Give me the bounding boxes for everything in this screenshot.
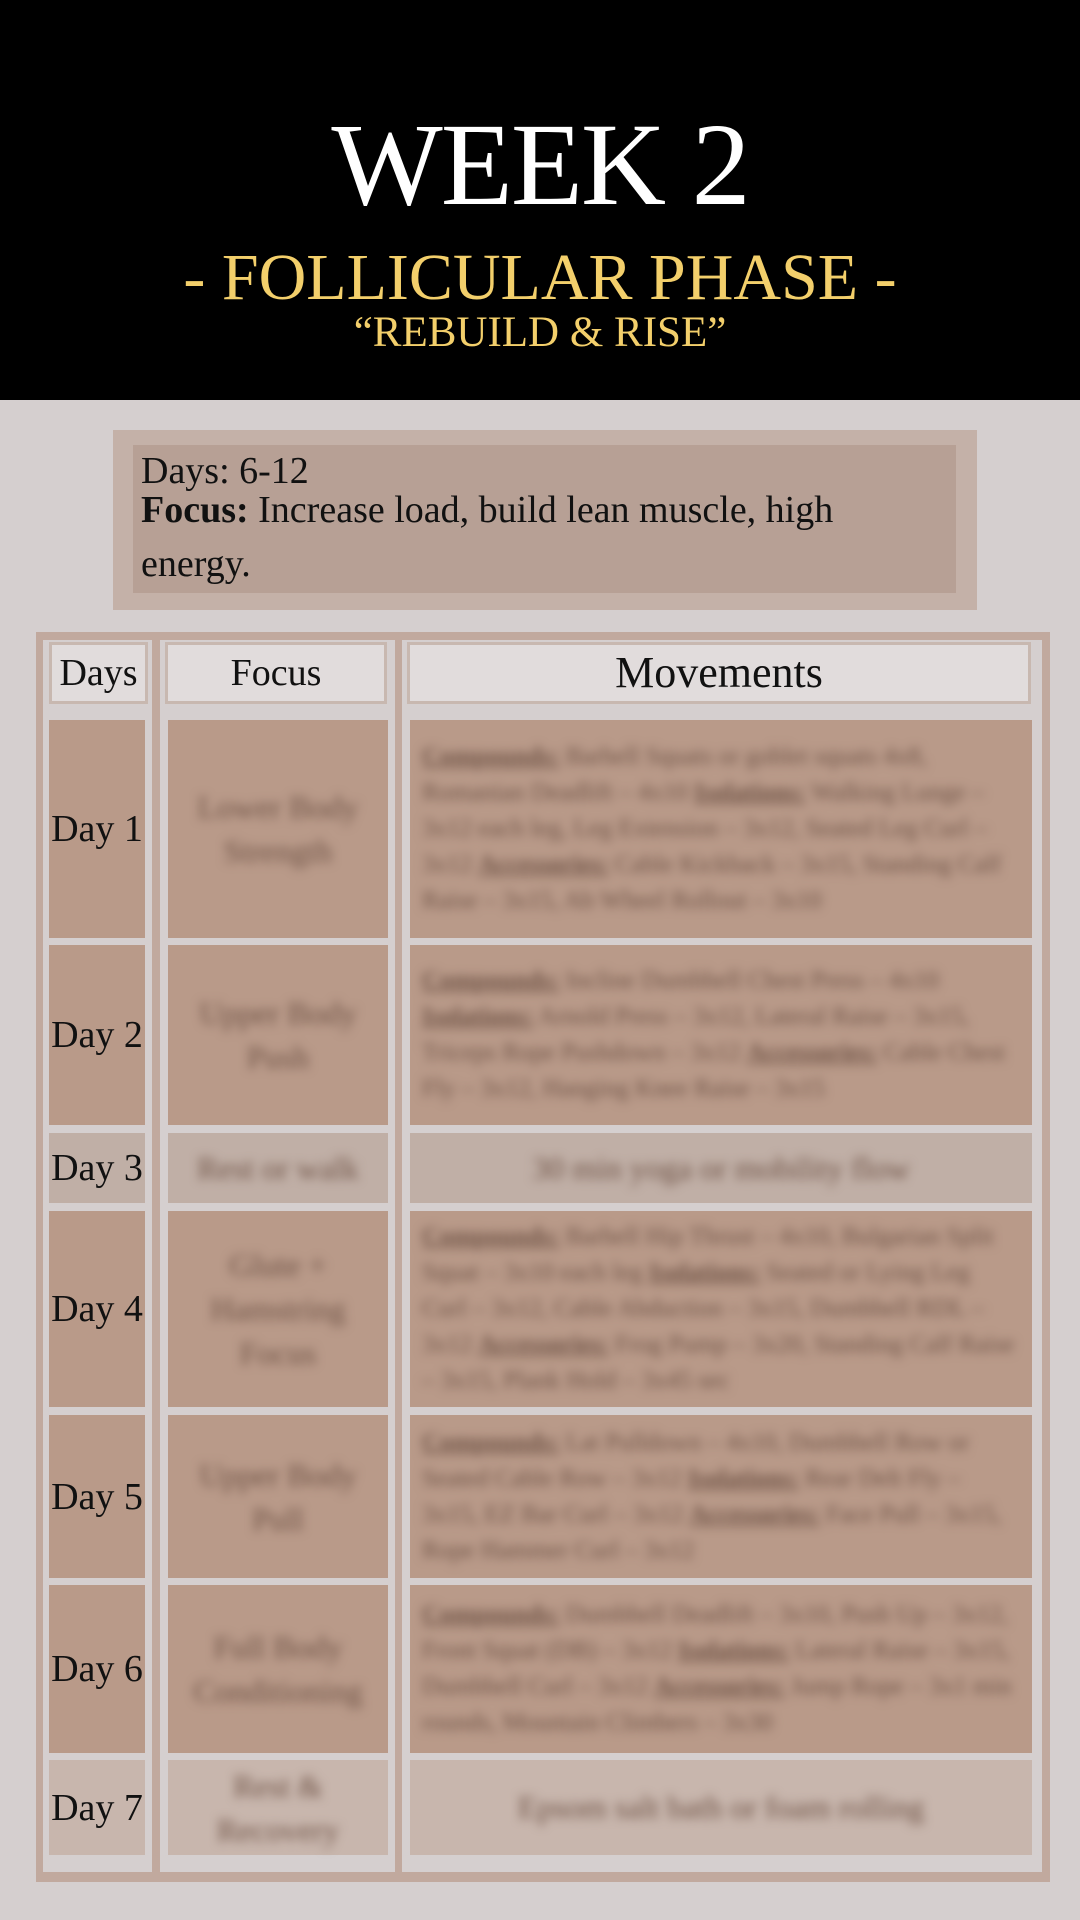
movement-label: Compounds: — [422, 743, 560, 770]
movement-label: Isolations: — [422, 1003, 534, 1030]
focus-cell — [168, 1760, 388, 1855]
movement-text: Cable Chest Fly – 3x12, Hanging Knee Raise – 3x15 — [422, 1039, 1006, 1102]
movements-text: Epsom salt bath or foam rolling — [517, 1789, 925, 1825]
day-label: Day 7 — [51, 1786, 143, 1829]
day-cell — [49, 1415, 145, 1578]
focus-cell — [168, 1133, 388, 1203]
movement-text: Face Pull – 3x15, Rope Hammer Curl – 3x12 — [422, 1500, 1002, 1564]
movements-list — [410, 1425, 1032, 1569]
movement-label: Isolations: — [678, 1637, 790, 1664]
header-banner — [0, 0, 1080, 400]
movement-label: Accessories: — [746, 1039, 878, 1066]
focus-cell — [168, 1415, 388, 1578]
focus-label: Focus: — [141, 489, 249, 531]
day-label: Day 1 — [51, 808, 143, 850]
focus-text: Lower Body Strength — [197, 789, 359, 869]
day-label: Day 5 — [51, 1475, 143, 1518]
phase-title: - FOLLICULAR PHASE - — [183, 241, 897, 314]
movement-text: Lat Pulldown – 4x10, Dumbbell Row or Seated Cable Row – 3x12 — [422, 1428, 970, 1492]
day-label: Day 2 — [51, 1014, 143, 1056]
focus-cell — [168, 720, 388, 938]
day-cell — [49, 720, 145, 938]
day-label: Day 3 — [51, 1147, 143, 1189]
movement-text: Cable Kickback – 3x15, Standing Calf Raise – 3x15, Ab Wheel Rollout – 3x10 — [422, 851, 1002, 914]
focus-value: Increase load, build lean muscle, high — [258, 489, 834, 531]
focus-text: Rest or walk — [197, 1150, 359, 1186]
focus-text: Upper Body Pull — [199, 1456, 357, 1537]
movement-text: Rear Delt Fly – 3x15, EZ Bar Curl – 3x12 — [422, 1464, 961, 1528]
movement-text: Barbell Squats or goblet squats 4x8, Romanian Deadlift – 4x10 — [422, 743, 927, 806]
movement-text: Frog Pump – 3x20, Standing Calf Raise – 3x15, Plank Hold – 3x45 sec — [422, 1331, 1015, 1394]
movement-label: Compounds: — [422, 1428, 560, 1456]
phase-tagline: “REBUILD & RISE” — [353, 309, 727, 356]
movement-text: Seated or Lying Leg Curl – 3x12, Cable Abduction – 3x15, Dumbbell RDL – 3x12 — [422, 1259, 985, 1358]
movement-text: Barbell Hip Thrust – 4x10, Bulgarian Split Squat – 3x10 each leg — [422, 1223, 994, 1286]
movements-list — [410, 963, 1032, 1107]
movement-label: Compounds: — [422, 1601, 560, 1628]
header-focus: Focus — [165, 642, 387, 704]
movement-label: Accessories: — [653, 1673, 785, 1700]
day-cell — [49, 1211, 145, 1407]
movements-cell — [410, 1760, 1032, 1855]
day-label: Day 6 — [51, 1648, 143, 1690]
day-cell — [49, 945, 145, 1125]
header-movements: Movements — [407, 642, 1031, 704]
movements-cell — [410, 720, 1032, 938]
focus-text: Glute + Hamstring Focus — [210, 1247, 346, 1371]
focus-line — [141, 484, 833, 536]
movement-label: Isolations: — [649, 1259, 761, 1286]
movement-text: Lateral Raise – 3x15, Dumbbell Curl – 3x12 — [422, 1637, 1010, 1700]
movement-item — [422, 1331, 1014, 1394]
movements-cell — [410, 1133, 1032, 1203]
movement-label: Accessories: — [478, 851, 609, 878]
header-days: Days — [49, 642, 148, 704]
day-cell — [49, 1585, 145, 1753]
focus-text: Upper Body Push — [199, 995, 357, 1075]
focus-cell — [168, 1585, 388, 1753]
focus-line-continued: energy. — [141, 543, 251, 585]
focus-cell — [168, 945, 388, 1125]
movement-label: Accessories: — [478, 1331, 609, 1358]
movements-cell — [410, 945, 1032, 1125]
day-label: Day 4 — [51, 1288, 143, 1330]
week-title: WEEK 2 — [331, 99, 749, 230]
movement-text: Dumbbell Deadlift – 3x10, Push Up – 3x12, Front Squat (DB) – 3x12 — [422, 1601, 1009, 1664]
movement-item — [422, 967, 939, 994]
movement-item — [422, 851, 1001, 914]
movements-cell — [410, 1415, 1032, 1578]
movements-cell — [410, 1585, 1032, 1753]
movements-cell — [410, 1211, 1032, 1407]
movements-list — [410, 1597, 1032, 1741]
movement-label: Isolations: — [694, 779, 806, 806]
days-label: Days: — [141, 450, 230, 492]
movement-text: Arnold Press – 3x12, Lateral Raise – 3x15, Triceps Rope Pushdown – 3x12 — [422, 1003, 970, 1066]
movement-text: Incline Dumbbell Chest Press – 4x10 — [559, 967, 939, 994]
focus-text: Full Body Conditioning — [193, 1629, 363, 1709]
day-cell — [49, 1133, 145, 1203]
movements-text: 30 min yoga or mobility flow — [532, 1149, 910, 1186]
movement-label: Compounds: — [422, 1223, 560, 1250]
movement-label: Compounds: — [422, 967, 560, 994]
movement-label: Accessories: — [689, 1500, 820, 1528]
movements-list — [410, 1219, 1032, 1399]
focus-cell — [168, 1211, 388, 1407]
movement-label: Isolations: — [687, 1464, 800, 1492]
movement-text: Walking Lunge – 3x12 each leg, Leg Extension – 3x12, Seated Leg Curl – 3x12 — [422, 779, 988, 878]
movement-text: Jump Rope – 3x1 min rounds, Mountain Climbers – 3x30 — [422, 1673, 1012, 1736]
day-cell — [49, 1760, 145, 1855]
focus-text: Rest & Recovery — [216, 1767, 340, 1848]
days-value: 6-12 — [239, 450, 309, 492]
movements-list — [410, 739, 1032, 919]
